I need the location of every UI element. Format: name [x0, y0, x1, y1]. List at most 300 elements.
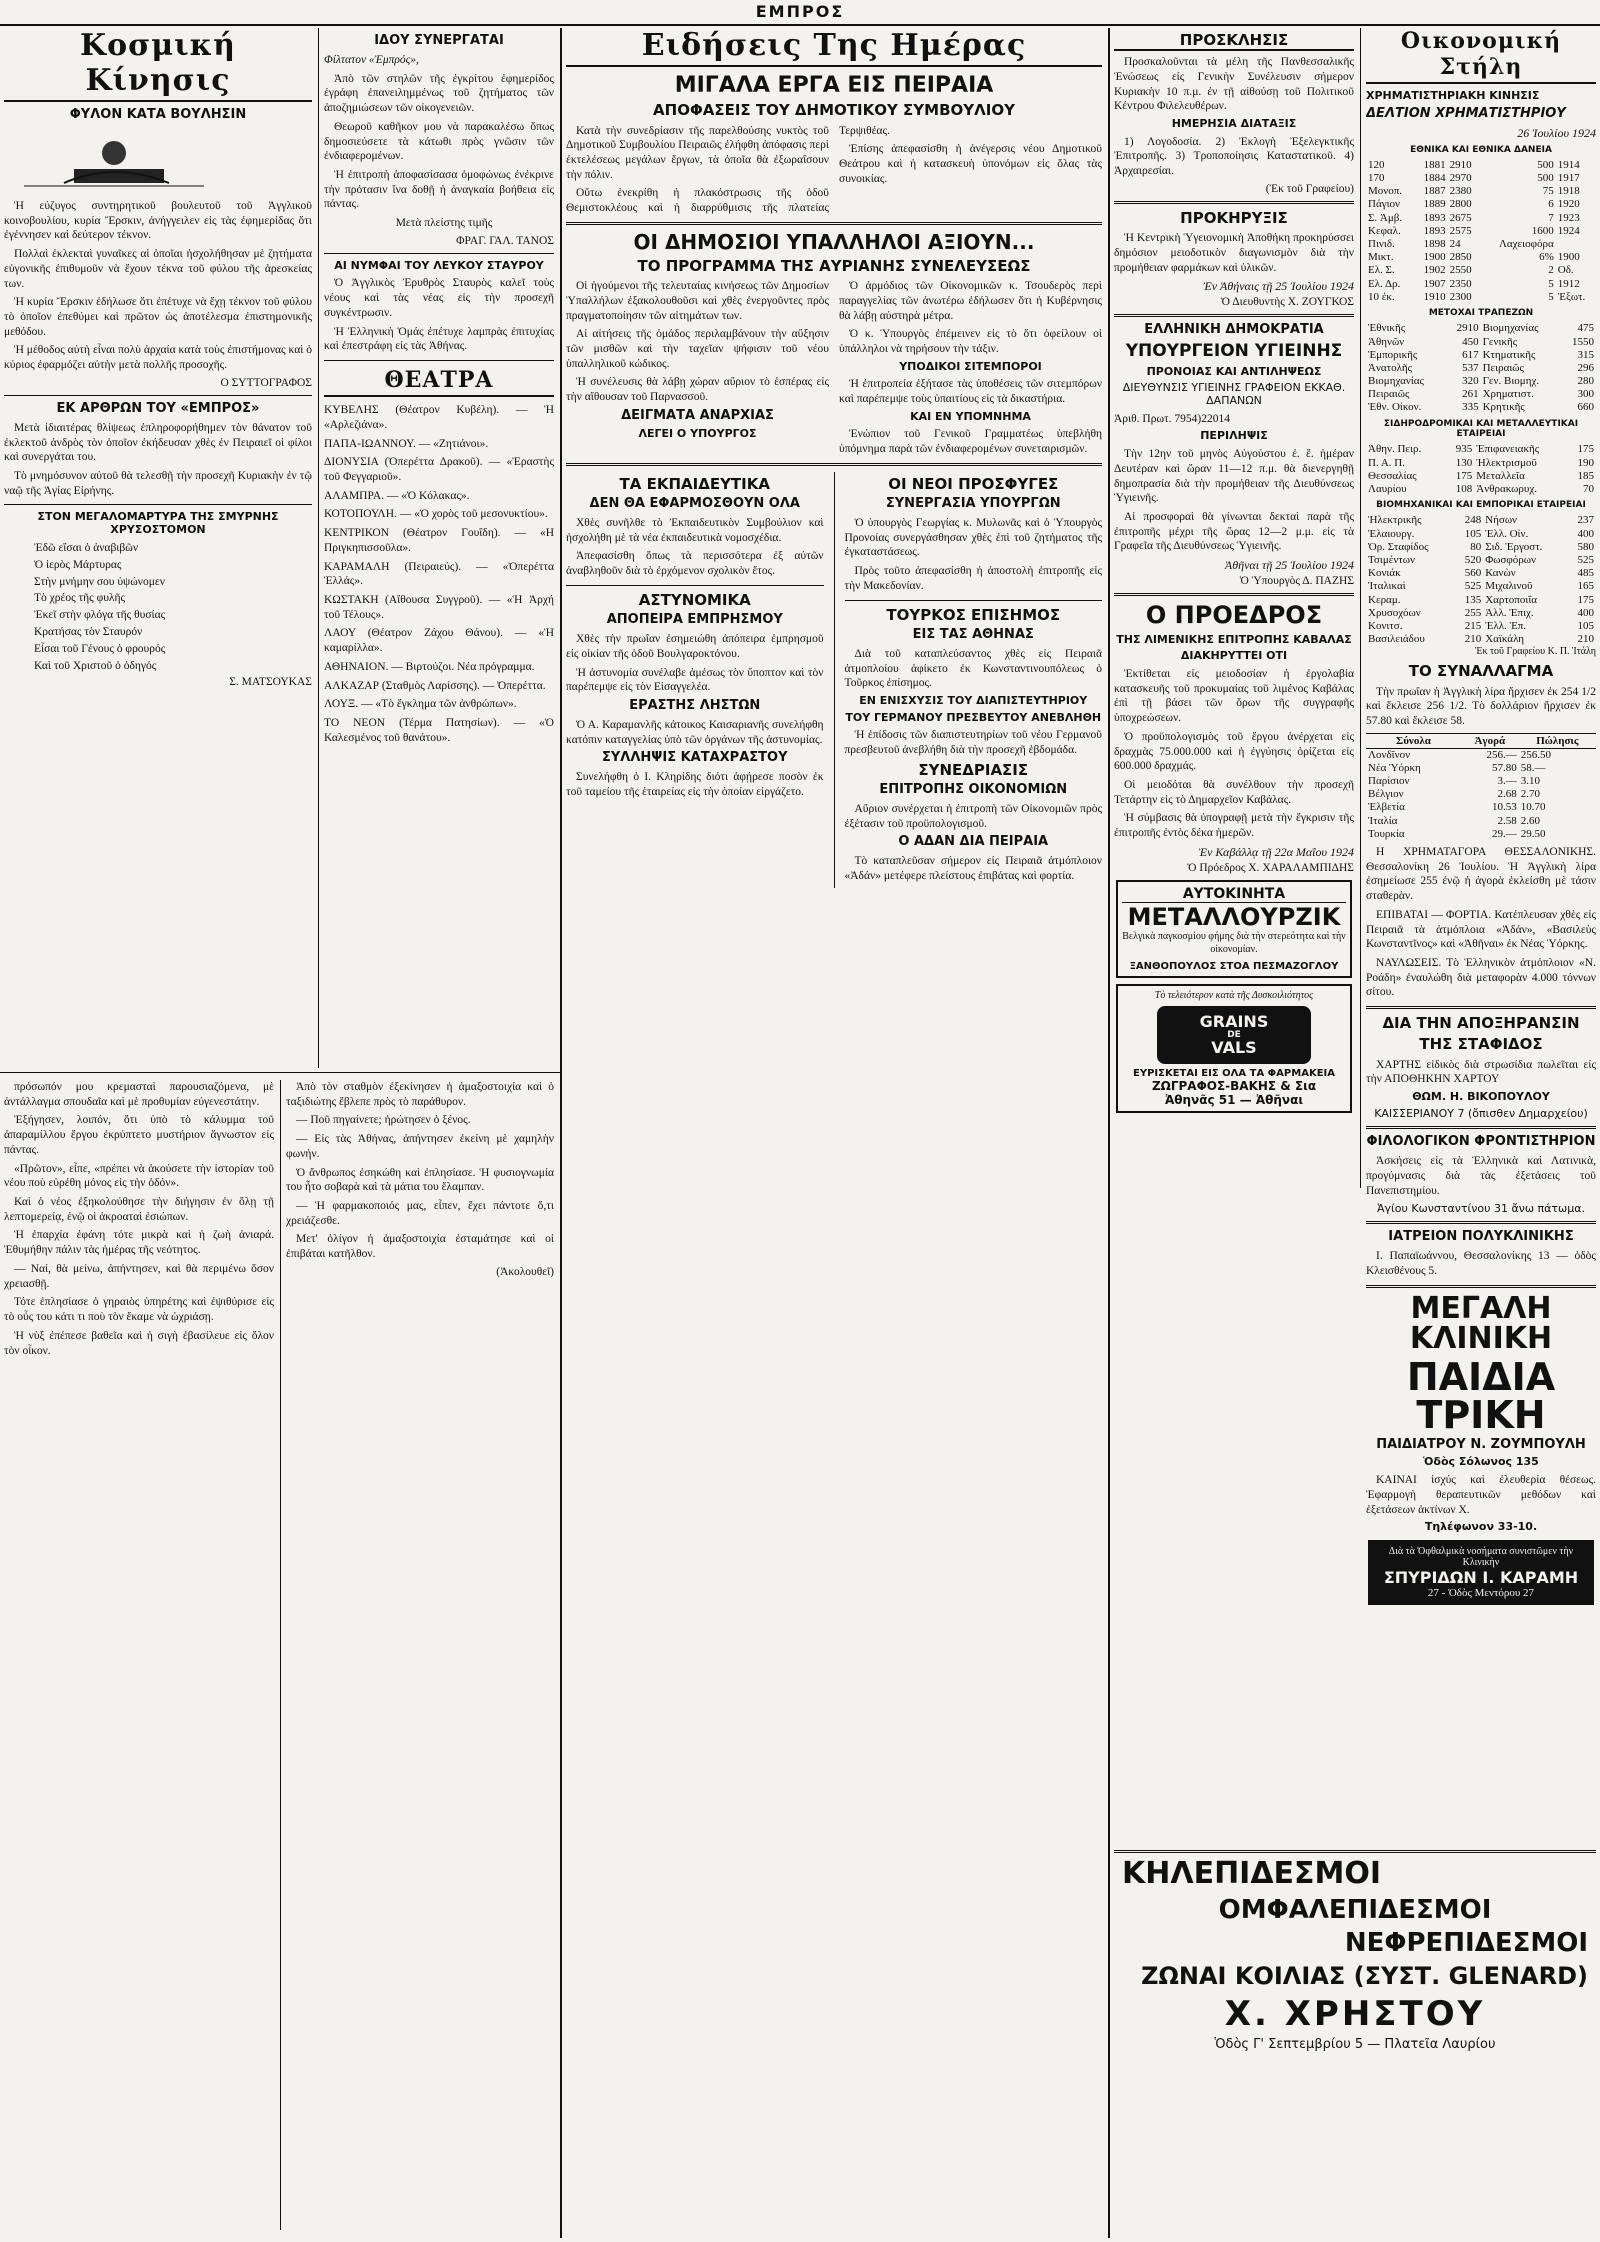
- ad-heading: ΚΗΛΕΠΙΔΕΣΜΟΙ: [1122, 1856, 1382, 1891]
- bank-shares-table: [1366, 322, 1596, 414]
- table-cell: Κεφαλ.: [1368, 224, 1401, 237]
- table-cell: 2575: [1449, 224, 1472, 237]
- article-subtitle: ΤΟΥ ΓΕΡΜΑΝΟΥ ΠΡΕΣΒΕΥΤΟΥ ΑΝΕΒΛΗΘΗ: [845, 710, 1102, 724]
- table-cell: 2910: [1449, 158, 1472, 171]
- poem-line: Κρατήσας τὸν Σταυρόν: [34, 626, 143, 639]
- theatre-listing: ΛΑΟΥ (Θέατρον Ζάχου Θάνου). — «Ἡ καμαρίλλα».: [324, 627, 554, 655]
- table-row: [1366, 554, 1596, 567]
- article-title: ΕΝ ΕΝΙΣΧΥΣΙΣ ΤΟΥ ΔΙΑΠΙΣΤΕΥΤΗΡΙΟΥ: [859, 693, 1088, 707]
- divider: [4, 504, 312, 505]
- theatre-listing: ΚΩΣΤΑΚΗ (Αἴθουσα Συγγροῦ). — «Ἡ Ἀρχή τοῦ Τέλους».: [324, 593, 554, 621]
- notice-paragraph: Προσκαλοῦνται τὰ μέλη τῆς Πανθεσσαλικῆς Ἑνώσεως εἰς Γενικὴν Συνέλευσιν σήμερον Κυριακὴν 10 π.μ. ἐν τῇ αἰθούσῃ τοῦ Πολιτικοῦ Κέντρου Φιλελευθέρων.: [1114, 56, 1354, 113]
- table-cell: 1600: [1531, 224, 1554, 237]
- article-body: [566, 279, 1102, 457]
- notice-title: ΠΡΟΚΗΡΥΞΙΣ: [1180, 208, 1288, 227]
- table-cell: 3.—: [1497, 775, 1517, 788]
- table-cell: Μονοπ.: [1368, 185, 1403, 198]
- ad-brand: ΜΕΤΑΛΛΟΥΡΖΙΚ: [1127, 902, 1341, 931]
- notice-subtitle: ΠΡΟΝΟΙΑΣ ΚΑΙ ΑΝΤΙΛΗΨΕΩΣ: [1146, 364, 1322, 378]
- table-row: [1366, 278, 1596, 291]
- table-cell: 57.80: [1491, 761, 1517, 774]
- table-cell: Πειραιῶς: [1482, 361, 1524, 374]
- table-cell: Κρητικῆς: [1482, 401, 1525, 414]
- finance-date: 26 Ἰουλίου 1924: [1517, 125, 1596, 140]
- table-cell: Βέλγιον: [1368, 788, 1404, 801]
- column-rule: [834, 472, 835, 888]
- table-cell: 256.—: [1486, 748, 1517, 761]
- table-cell: Ἀθην. Πειρ.: [1368, 443, 1422, 456]
- table-cell: Ἐπιφανειακῆς: [1476, 443, 1540, 456]
- table-cell: Σιδ. Ἐργοστ.: [1485, 540, 1543, 553]
- ad-text: Βελγικὰ παγκοσμίου φήμης διὰ τὴν στερεότητα καὶ τὴν οἰκονομίαν.: [1122, 930, 1346, 955]
- article-paragraph: Ἀπεφασίσθη ὅπως τὰ περισσότερα ἐξ αὐτῶν ἀναβληθοῦν διὰ τὸ ἐρχόμενον σχολικὸν ἔτος.: [566, 550, 824, 578]
- article-signature: ΦΡΑΓ. ΓΑΛ. ΤΑΝΟΣ: [456, 234, 554, 247]
- table-row: [1366, 514, 1596, 527]
- table-cell: 29.50: [1520, 827, 1546, 840]
- advertisement-grains-de-vals: [1116, 984, 1352, 1114]
- finance-paragraph: ΕΠΙΒΑΤΑΙ — ΦΟΡΤΙΑ. Κατέπλευσαν χθὲς εἰς Πειραιᾶ τὰ ἀτμόπλοια «Ἀδάν», «Βασιλεὺς Κωνσταντῖνος» καὶ «Ἀθῆναι» ἐκ Νέας Ὑόρκης.: [1366, 908, 1596, 951]
- railway-shares-table: [1366, 443, 1596, 496]
- finance-paragraph: Τὴν πρωΐαν ἡ Ἀγγλικὴ λίρα ἤρχισεν ἐκ 254 1/2 καὶ ἔκλεισε 256 1/2. Τὸ δολλάριον ἤρχισεν ἐκ 57.80 καὶ ἔκλεισε 58.: [1366, 685, 1596, 727]
- column-rule: [1108, 28, 1110, 2238]
- article-paragraph: Πρὸς τοῦτο ἀπεφασίσθη ἡ ἀποστολὴ ἐπιτροπῆς εἰς τὴν Μακεδονίαν.: [844, 565, 1102, 592]
- table-row: [1366, 388, 1596, 401]
- column-rule: [280, 1080, 281, 2230]
- ad-address: ΚΑΙΣΣΕΡΙΑΝΟΥ 7 (ὄπισθεν Δημαρχείου): [1374, 1106, 1588, 1120]
- divider: [1366, 1285, 1596, 1288]
- table-cell: 580: [1577, 540, 1594, 553]
- table-cell: Ἐλλ. Ἐπ.: [1485, 619, 1527, 632]
- table-cell: 1893: [1423, 224, 1446, 237]
- article-paragraph: Μετὰ πλείστης τιμῆς: [395, 217, 493, 230]
- table-row: [1366, 251, 1596, 264]
- notice-title: ΕΛΛΗΝΙΚΗ ΔΗΜΟΚΡΑΤΙΑ: [1144, 322, 1324, 338]
- notice-date: Ἐν Ἀθήναις τῇ 25 Ἰουλίου 1924: [1203, 279, 1354, 294]
- notice-signature: (Ἐκ τοῦ Γραφείου): [1265, 182, 1354, 195]
- article-title: ΑΙ ΝΥΜΦΑΙ ΤΟΥ ΛΕΥΚΟΥ ΣΤΑΥΡΟΥ: [334, 258, 544, 272]
- table-cell: Βασιλειάδου: [1368, 633, 1425, 646]
- column-rule: [560, 28, 562, 2238]
- section-title: ΘΕΑΤΡΑ: [324, 367, 554, 397]
- table-row: [1366, 264, 1596, 277]
- headline: ΑΣΤΥΝΟΜΙΚΑ: [638, 590, 751, 609]
- table-cell: 1918: [1557, 185, 1580, 198]
- table-title: ΕΘΝΙΚΑ ΚΑΙ ΕΘΝΙΚΑ ΔΑΝΕΙΑ: [1410, 144, 1552, 155]
- ad-heading: ΝΕΦΡΕΠΙΔΕΣΜΟΙ: [1344, 1928, 1588, 1959]
- table-cell: 560: [1464, 567, 1482, 580]
- notice-subtitle: ΤΗΣ ΛΙΜΕΝΙΚΗΣ ΕΠΙΤΡΟΠΗΣ ΚΑΒΑΛΑΣ: [1116, 632, 1352, 646]
- table-cell: 500: [1537, 158, 1554, 171]
- article-paragraph: Ὁ Α. Καραμανλῆς κάτοικος Καισαριανῆς συνελήφθη κατόπιν καταγγελίας ὑπὸ τῶν ὀργάνων τῆς ἀστυνομίας.: [566, 718, 824, 746]
- table-cell: 485: [1577, 567, 1594, 580]
- notice-subtitle: ΔΙΑΚΗΡΥΤΤΕΙ ΟΤΙ: [1180, 649, 1288, 663]
- masthead-rule: [0, 24, 1600, 26]
- table-cell: Ἐθν. Οἰκον.: [1368, 401, 1422, 414]
- table-cell: 1900: [1423, 251, 1446, 264]
- table-cell: 3.10: [1520, 775, 1540, 788]
- table-cell: Π. Α. Π.: [1368, 456, 1405, 469]
- article-paragraph: Ἡ συνέλευσις θὰ λάβῃ χώραν αὔριον τὸ ἑσπέρας εἰς τὴν αἴθουσαν τοῦ Παρνασσοῦ.: [566, 376, 829, 404]
- table-cell: Ἐλαιουργ.: [1368, 527, 1415, 540]
- table-cell: 660: [1577, 401, 1594, 414]
- finance-source: Ἐκ τοῦ Γραφείου Κ. Π. Ἰτάλη: [1474, 646, 1596, 658]
- table-cell: Ελ. Σ.: [1368, 264, 1395, 277]
- table-cell: 2910: [1456, 322, 1479, 335]
- article-signature: Ο ΣΥΤΤΟΓΡΑΦΟΣ: [220, 376, 312, 389]
- table-header: Σύνολα: [1366, 733, 1461, 748]
- serial-paragraph: πρόσωπόν μου κρεμασταὶ παρουσιαζόμενα, μὲ ἀντάλλαγμα σπουδαῖα καὶ μὲ προθυμίαν εὐγενεστάτην.: [4, 1081, 274, 1108]
- table-cell: Νέα Ὑόρκη: [1368, 761, 1421, 774]
- table-cell: 300: [1577, 388, 1594, 401]
- table-cell: 190: [1577, 456, 1594, 469]
- article-paragraph: Μετὰ ἰδιαιτέρας θλίψεως ἐπληροφορήθημεν τὸν θάνατον τοῦ ἐκλεκτοῦ ἀνδρὸς τὸν ὁποῖον ἐκήδευσαν χθὲς ἐν Πειραιεῖ οἱ φίλοι καὶ συνεργάται του.: [4, 421, 312, 464]
- table-cell: 80: [1470, 540, 1482, 553]
- table-cell: 70: [1583, 482, 1594, 495]
- table-row: [1366, 801, 1596, 814]
- column-serial-b: [286, 1080, 554, 2230]
- table-cell: 2.60: [1520, 814, 1540, 827]
- article-title: ΦΥΛΟΝ ΚΑΤΑ ΒΟΥΛΗΣΙΝ: [69, 107, 247, 122]
- notice-signature: Ὁ Πρόεδρος Χ. ΧΑΡΑΛΑΜΠΙΔΗΣ: [1187, 861, 1354, 874]
- notice-paragraph: Αἱ προσφοραὶ θὰ γίνωνται δεκταὶ παρὰ τῆς ἐπιτροπῆς μέχρι τῆς ὥρας 12—2 μ.μ. εἰς τὰ Γραφεῖα τῆς Διευθύνσεως Ὑγιεινῆς.: [1114, 510, 1354, 553]
- table-cell: 1920: [1557, 198, 1580, 211]
- divider: [1114, 201, 1354, 204]
- theatre-listing: ΔΙΟΝΥΣΙΑ (Ὀπερέττα Δρακοῦ). — «Ἐραστὴς τοῦ Φεγγαριοῦ».: [324, 456, 554, 483]
- article-title: ΕΚ ΑΡΘΡΩΝ ΤΟΥ «ΕΜΠΡΟΣ»: [56, 400, 260, 416]
- news-lower-grid: [566, 472, 1102, 888]
- table-row: [1366, 159, 1596, 172]
- article-paragraph: Ἡ ἐπιτροπεία ἐξήτασε τὰς ὑποθέσεις τῶν σιτεμπόρων καὶ παρέπεμψε τοὺς ὑπαιτίους εἰς τὰ δικαστήρια.: [839, 378, 1102, 406]
- table-cell: 1550: [1572, 335, 1594, 348]
- table-cell: Ἀνθρακωρυχ.: [1476, 482, 1537, 495]
- subheadline: ΤΟ ΠΡΟΓΡΑΜΜΑ ΤΗΣ ΑΥΡΙΑΝΗΣ ΣΥΝΕΛΕΥΣΕΩΣ: [637, 256, 1031, 275]
- article-paragraph: Ἡ ἐπίδοσις τῶν διαπιστευτηρίων τοῦ νέου Γερμανοῦ πρεσβευτοῦ ἀνεβλήθη διὰ τὴν προσεχῆ ἑβδομάδα.: [844, 729, 1102, 756]
- ad-dealer: ΣΠΥΡΙΔΩΝ Ι. ΚΑΡΑΜΗ: [1383, 1567, 1579, 1587]
- headline: ΟΙ ΔΗΜΟΣΙΟΙ ΥΠΑΛΛΗΛΟΙ ΑΞΙΟΥΝ...: [633, 229, 1035, 254]
- serial-paragraph: Ἐξήγησεν, λοιπόν, ὅτι ὑπὸ τὸ κάλυμμα τοῦ ἀπαραμίλλου ἔργου ἐκρύπτετο μυστήριον ἄγνωστον εἰς πάντας.: [4, 1114, 274, 1156]
- table-cell: Χρηματιστ.: [1482, 388, 1534, 401]
- theatre-listing: ΤΟ ΝΕΟΝ (Τέρμα Πατησίων). — «Ὁ Καλεσμένος τοῦ θανάτου».: [324, 717, 554, 744]
- table-title: ΒΙΟΜΗΧΑΝΙΚΑΙ ΚΑΙ ΕΜΠΟΡΙΚΑΙ ΕΤΑΙΡΕΙΑΙ: [1376, 500, 1586, 511]
- table-cell: Μικτ.: [1368, 251, 1394, 264]
- table-cell: Θεσσαλίας: [1368, 469, 1417, 482]
- table-row: [1366, 528, 1596, 541]
- table-cell: Ἑλλ. Οἰν.: [1485, 527, 1529, 540]
- table-cell: Ἠλεκτρισμοῦ: [1476, 456, 1537, 469]
- theatre-listing: ΑΛΑΜΠΡΑ. — «Ὁ Κόλακας».: [324, 489, 470, 502]
- table-cell: 29.—: [1491, 827, 1517, 840]
- table-row: [1366, 607, 1596, 620]
- article-title: ΣΤΟΝ ΜΕΓΑΛΟΜΑΡΤΥΡΑ ΤΗΣ ΣΜΥΡΝΗΣ ΧΡΥΣΟΣΤΟΜΟΝ: [37, 510, 279, 537]
- table-cell: 10 ἐκ.: [1368, 290, 1395, 303]
- theatre-listing: ΚΕΝΤΡΙΚΟΝ (Θέατρον Γουΐδη). — «Η Πριγκηπισσοῦλα».: [324, 527, 554, 554]
- table-cell: Βιομηχανίας: [1482, 322, 1539, 335]
- ad-dealer: ΞΑΝΘΟΠΟΥΛΟΣ ΣΤΟΑ ΠΕΣΜΑΖΟΓΛΟΥ: [1129, 960, 1339, 972]
- table-cell: 935: [1455, 443, 1473, 456]
- table-row: [1366, 336, 1596, 349]
- table-cell: 135: [1464, 593, 1482, 606]
- ad-heading: ΤΗΣ ΣΤΑΦΙΔΟΣ: [1419, 1035, 1543, 1054]
- article-paragraph: Αὔριον συνέρχεται ἡ ἐπιτροπὴ τῶν Οἰκονομιῶν πρὸς ἐξέτασιν τοῦ προϋπολογισμοῦ.: [844, 802, 1102, 830]
- table-title: ΜΕΤΟΧΑΙ ΤΡΑΠΕΖΩΝ: [1428, 307, 1534, 318]
- table-cell: 210: [1577, 633, 1594, 646]
- table-cell: 7: [1548, 211, 1554, 224]
- ad-address: Ἁγίου Κωνσταντίνου 31 ἄνω πάτωμα.: [1376, 1201, 1586, 1215]
- table-cell: Κανὼν: [1485, 567, 1516, 580]
- table-row: [1366, 322, 1596, 335]
- column-rule: [318, 28, 319, 1068]
- table-cell: 2850: [1449, 251, 1472, 264]
- advertisement-metallurgique: [1116, 880, 1352, 978]
- table-cell: Κτηματικῆς: [1482, 348, 1536, 361]
- table-cell: Ελ. Δρ.: [1368, 277, 1401, 290]
- article-paragraph: Ὁ ὑπουργὸς Γεωργίας κ. Μυλωνᾶς καὶ ὁ Ὑπουργὸς Προνοίας συνεργάσθησαν χθὲς ἐπὶ τοῦ ζητήματος τῆς ἐγκαταστάσεως.: [844, 517, 1102, 559]
- table-cell: [1556, 238, 1596, 251]
- table-row: [1366, 457, 1596, 470]
- table-cell: 105: [1577, 619, 1594, 632]
- table-cell: 2550: [1449, 264, 1472, 277]
- table-cell: Παρίσιον: [1368, 775, 1410, 788]
- ad-address: Ὁδὸς Γ' Σεπτεμβρίου 5 — Πλατεῖα Λαυρίου: [1214, 2036, 1496, 2052]
- theatre-listing: ΚΥΒΕΛΗΣ (Θέατρον Κυβέλη). — Ἡ «Αρλεζιάνα».: [324, 404, 554, 431]
- article-paragraph: Ἡ Ἑλληνικὴ Ὁμάς ἐπέτυχε λαμπρὰς ἐπιτυχίας καὶ ἐπεστράφη εἰς τὰς Ἀθήνας.: [324, 325, 554, 353]
- article-title: ΥΠΟΔΙΚΟΙ ΣΙΤΕΜΠΟΡΟΙ: [899, 359, 1042, 373]
- bonds-table: [1366, 159, 1596, 304]
- advertisement-bandages: [1114, 1850, 1596, 2241]
- table-row: [1366, 443, 1596, 456]
- table-row: [1366, 362, 1596, 375]
- ad-heading: ΜΕΓΑΛΗ ΚΛΙΝΙΚΗ: [1409, 1290, 1553, 1356]
- table-cell: Τουρκία: [1368, 827, 1405, 840]
- table-cell: 400: [1577, 527, 1594, 540]
- divider: [4, 395, 312, 396]
- subheadline: ΕΙΣ ΤΑΣ ΑΘΗΝΑΣ: [912, 626, 1034, 642]
- headline: ΜΙΓΑΛΑ ΕΡΓΑ ΕΙΣ ΠΕΙΡΑΙΑ: [674, 73, 994, 98]
- article-paragraph: Συνελήφθη ὁ Ι. Κληρίδης διότι ἀφῄρεσε ποσὸν ἐκ τοῦ ταμείου τῆς ἑταιρείας εἰς τὴν ὁποίαν εἰργάζετο.: [566, 771, 824, 799]
- table-cell: 1914: [1557, 158, 1580, 171]
- table-cell: 1900: [1557, 251, 1580, 264]
- column-letters-theatres: [324, 28, 554, 1068]
- table-cell: 537: [1462, 361, 1479, 374]
- article-paragraph: Ἐπίσης ἀπεφασίσθη ἡ ἀνέγερσις νέου Δημοτικοῦ Θεάτρου καὶ ἡ κατασκευὴ ὑπονόμων εἰς ὅλας τὰς συνοικίας.: [839, 143, 1102, 185]
- table-cell: 525: [1464, 580, 1482, 593]
- divider: [324, 253, 554, 254]
- article-paragraph: Ὁ ἀρμόδιος τῶν Οἰκονομικῶν κ. Τσουδερὸς περὶ παραγγελίας τῶν ἀνωτέρω ἐδήλωσεν ὅτι ἡ Κυβέρνησις θὰ λάβῃ αὐστηρὰ μέτρα.: [839, 280, 1102, 322]
- news-lower-left: [566, 472, 824, 888]
- table-row: [1366, 349, 1596, 362]
- logo-text: GRAINS: [1199, 1011, 1269, 1031]
- ad-heading: ΠΑΙΔΙΑ ΤΡΙΚΗ: [1406, 1354, 1556, 1437]
- table-row: [1366, 775, 1596, 788]
- table-cell: Χαϊκάλη: [1485, 633, 1525, 646]
- table-cell: 1898: [1423, 238, 1446, 251]
- finance-subtitle: ΔΕΛΤΙΟΝ ΧΡΗΜΑΤΙΣΤΗΡΙΟΥ: [1366, 105, 1566, 121]
- headline: ΤΟΥΡΚΟΣ ΕΠΙΣΗΜΟΣ: [886, 605, 1061, 624]
- article-paragraph: Ὁ Ἀγγλικὸς Ἐρυθρὸς Σταυρὸς καλεῖ τοὺς νέους καὶ τὰς νέας εἰς τὴν προσεχῆ συγκέντρωσιν.: [324, 277, 554, 319]
- article-title: ΚΑΙ ΕΝ ΥΠΟΜΝΗΜΑ: [910, 409, 1031, 423]
- table-cell: Ἰταλικαὶ: [1368, 580, 1406, 593]
- notice-date: Ἐν Καβάλλᾳ τῇ 22α Μαΐου 1924: [1198, 844, 1354, 859]
- table-cell: 1902: [1423, 264, 1446, 277]
- grains-de-vals-logo-icon: [1157, 1006, 1311, 1064]
- table-cell: Γεν. Βιομηχ.: [1482, 375, 1540, 388]
- table-cell: 215: [1464, 619, 1482, 632]
- ad-dealer: Χ. ΧΡΗΣΤΟΥ: [1224, 1993, 1486, 2034]
- article-paragraph: Χθὲς συνῆλθε τὸ Ἐκπαιδευτικὸν Συμβούλιον καὶ ἠσχολήθη μὲ τὰ νέα ἐκπαιδευτικὰ νομοσχέδια.: [566, 517, 824, 544]
- table-cell: Λαυρίου: [1368, 482, 1407, 495]
- column-kosmiki: [4, 28, 312, 1068]
- article-paragraph: Ἡ κυρία Ἔρσκιν ἐδήλωσε ὅτι ἐπέτυχε νὰ ἔχῃ τέκνον τοῦ φύλου τὸ ὁποῖον ἐπεθύμει καὶ πρῶτον ὡς ἀποτέλεσμα ἐπιστημονικῆς μεθόδου.: [4, 296, 312, 338]
- table-cell: 315: [1577, 348, 1594, 361]
- ad-address: Ἀθηνᾶς 51 — Ἀθῆναι: [1164, 1093, 1303, 1108]
- table-cell: 24: [1449, 238, 1461, 251]
- table-cell: 175: [1455, 469, 1473, 482]
- serial-paragraph: Ὁ ἄνθρωπος ἐσηκώθη καὶ ἐπλησίασε. Ἡ φυσιογνωμία του ἦτο σοβαρὰ καὶ τὰ μάτια του ἔλαμπαν.: [286, 1166, 554, 1194]
- serial-continued: (Ἀκολουθεῖ): [496, 1265, 554, 1278]
- article-paragraph: Ἡ ἀστυνομία συνέλαβε ἀμέσως τὸν ὕποπτον καὶ τὸν παρέπεμψε εἰς τὸν Εἰσαγγελέα.: [566, 666, 824, 694]
- article-subtitle: ΛΕΓΕΙ Ο ΥΠΟΥΡΓΟΣ: [638, 426, 757, 440]
- news-lower-right: [845, 472, 1103, 888]
- column-serial-a: [4, 1080, 274, 2230]
- article-paragraph: Οἱ ἡγούμενοι τῆς τελευταίας κινήσεως τῶν Δημοσίων Ὑπαλλήλων ἐξακολουθοῦσι καὶ χθὲς ἐνεργοῦντες πρὸς πραγματοποίησιν τῶν αἰτημάτων των.: [566, 280, 829, 322]
- article-paragraph: Τὸ καταπλεῦσαν σήμερον εἰς Πειραιᾶ ἀτμόπλοιον «Ἀδάν» μετέφερε πλείστους ἐπιβάτας καὶ φορτία.: [844, 855, 1102, 882]
- theatre-listing: ΚΟΤΟΠΟΥΛΗ. — «Ὁ χορὸς τοῦ μεσονυκτίου».: [324, 508, 548, 521]
- serial-paragraph: Ἀπὸ τὸν σταθμὸν ἐξεκίνησεν ἡ ἁμαξοστοιχία καὶ ὁ ταξιδιώτης ἔβλεπε πρὸς τὸ παράθυρον.: [286, 1081, 554, 1108]
- notice-paragraph: Ἡ σύμβασις θὰ ὑπογραφῇ μετὰ τὴν ἔγκρισιν τῆς ἐπιτροπῆς ἐντὸς δέκα ἡμερῶν.: [1114, 812, 1354, 840]
- serial-paragraph: Τότε ἐπλησίασε ὁ γηραιὸς ὑπηρέτης καὶ ἐψιθύρισε εἰς τὸ οὖς του κάτι τι ποὺ τὸν ἔκαμε νὰ ὠχριάσῃ.: [4, 1296, 274, 1324]
- ad-text: ΧΑΡΤΗΣ εἰδικὸς διὰ στρωσίδια πωλεῖται εἰς τὴν ΑΠΟΘΗΚΗΝ ΧΑΡΤΟΥ: [1366, 1058, 1596, 1086]
- table-cell: 6%: [1539, 251, 1554, 264]
- poem-signature: Σ. ΜΑΤΣΟΥΚΑΣ: [229, 676, 312, 689]
- ad-heading: ΔΙΑ ΤΗΝ ΑΠΟΞΗΡΑΝΣΙΝ: [1382, 1014, 1580, 1033]
- column-rule: [1360, 28, 1361, 1188]
- notice-reference: Ἀριθ. Πρωτ. 7954)22014: [1114, 412, 1230, 425]
- theatre-listing: ΛΟΥΞ. — «Τὸ ἔγκλημα τῶν ἀνθρώπων».: [324, 698, 517, 711]
- table-cell: Ἀλλ. Ἐπιχ.: [1485, 606, 1534, 619]
- table-cell: 2380: [1449, 185, 1472, 198]
- notice-title: ΠΡΟΣΚΛΗΣΙΣ: [1114, 32, 1354, 51]
- table-cell: 1884: [1423, 172, 1446, 185]
- table-row: [1366, 541, 1596, 554]
- serial-paragraph: Μετ' ὀλίγον ἡ ἁμαξοστοιχία ἐσταμάτησε καὶ οἱ ἐπιβάται κατῆλθον.: [286, 1233, 554, 1261]
- poem-line: Τὸ χρέος τῆς φυλῆς: [34, 592, 126, 605]
- article-paragraph: Αἱ αἰτήσεις τῆς ὁμάδος περιλαμβάνουν τὴν αὔξησιν τῶν μισθῶν καὶ τὴν ταχεῖαν ψήφισιν τοῦ νέου ὑπαλληλικοῦ κώδικος.: [566, 328, 829, 370]
- table-row: [1366, 483, 1596, 496]
- logo-text: VALS: [1211, 1038, 1257, 1058]
- serial-paragraph: Καὶ ὁ νέος ἐξηκολούθησε τὴν διήγησιν ἐν ὅλῃ τῇ λεπτομερείᾳ, ἐνῷ οἱ ἀκροαταὶ ἐσιώπων.: [4, 1196, 274, 1223]
- divider: [845, 600, 1103, 601]
- table-cell: 1887: [1423, 185, 1446, 198]
- poem-line: Στὴν μνήμην σου ὑψώνομεν: [34, 575, 165, 588]
- notice-title: Ο ΠΡΟΕΔΡΟΣ: [1145, 601, 1323, 630]
- table-cell: Ἀθηνῶν: [1368, 335, 1405, 348]
- table-cell: Λονδῖνον: [1368, 748, 1411, 761]
- divider: [566, 585, 824, 586]
- ad-address: Ὁδὸς Σόλωνος 135: [1423, 1455, 1539, 1469]
- article-paragraph: Κατὰ τὴν συνεδρίασιν τῆς παρελθούσης νυκτὸς τοῦ Δημοτικοῦ Συμβουλίου Πειραιῶς ἐλήφθη ἀπόφασις περὶ ἐκτελέσεως μεγάλων ἔργων, τὰ ὁποῖα θὰ ἐξωραΐσουν τὴν πόλιν.: [566, 124, 829, 181]
- article-title: ΣΥΛΛΗΨΙΣ ΚΑΤΑΧΡΑΣΤΟΥ: [602, 750, 788, 766]
- table-row: [1366, 470, 1596, 483]
- poem-line: Ἐδῶ εἴσαι ὁ ἀναβιβῶν: [34, 541, 139, 554]
- table-cell: 1924: [1557, 224, 1580, 237]
- table-cell: 1912: [1557, 277, 1580, 290]
- table-cell: 165: [1577, 580, 1594, 593]
- table-cell: 2: [1548, 264, 1554, 277]
- notice-subtitle: ΗΜΕΡΗΣΙΑ ΔΙΑΤΑΞΙΣ: [1171, 117, 1297, 131]
- table-header: Ἀγορά: [1461, 733, 1519, 748]
- poem-line: Καὶ τοῦ Χριστοῦ ὁ ὁδηγός: [34, 660, 157, 673]
- table-cell: 2.68: [1497, 788, 1517, 801]
- table-cell: 58.—: [1520, 761, 1546, 774]
- article-salutation: Φίλτατον «Ἐμπρός»,: [324, 53, 419, 66]
- table-cell: 2350: [1449, 277, 1472, 290]
- article-title: ΕΡΑΣΤΗΣ ΛΗΣΤΩΝ: [629, 697, 761, 713]
- divider: [1114, 593, 1354, 596]
- table-cell: 1923: [1557, 211, 1580, 224]
- table-cell: Κονιτσ.: [1368, 619, 1403, 632]
- table-cell: 500: [1537, 172, 1554, 185]
- table-cell: 296: [1577, 361, 1594, 374]
- exchange-rates-table: [1366, 733, 1596, 841]
- ad-text: ΕΥΡΙΣΚΕΤΑΙ ΕΙΣ ΟΛΑ ΤΑ ΦΑΡΜΑΚΕΙΑ: [1133, 1068, 1335, 1080]
- divider: [1366, 1126, 1596, 1129]
- section-title: Ειδήσεις Της Ημέρας: [566, 28, 1102, 67]
- table-cell: Τσιμέντων: [1368, 553, 1415, 566]
- article-paragraph: Ἐνώπιον τοῦ Γενικοῦ Γραμματέως ὑπεβλήθη ὑπόμνημα παρὰ τῶν ἐνδιαφερομένων συνεταιρισμῶν.: [839, 428, 1102, 456]
- ad-address: 27 - Ὁδὸς Μεντόρου 27: [1427, 1586, 1535, 1599]
- divider: [566, 463, 1102, 466]
- ad-phone: Τηλέφωνον 33-10.: [1424, 1520, 1538, 1534]
- article-title: Ο ΑΔΑΝ ΔΙΑ ΠΕΙΡΑΙΑ: [898, 834, 1049, 850]
- divider: [566, 222, 1102, 225]
- headline: ΟΙ ΝΕΟΙ ΠΡΟΣΦΥΓΕΣ: [888, 474, 1059, 493]
- table-header: Πώλησις: [1519, 733, 1596, 748]
- table-row: [1366, 633, 1596, 646]
- notice-title: ΥΠΟΥΡΓΕΙΟΝ ΥΓΙΕΙΝΗΣ: [1125, 341, 1343, 362]
- article-title: ΙΔΟΥ ΣΥΝΕΡΓΑΤΑΙ: [374, 33, 504, 48]
- table-cell: Πειραιῶς: [1368, 388, 1410, 401]
- table-cell: Ἑλβετία: [1368, 801, 1405, 814]
- table-cell: Ἀνατολῆς: [1368, 361, 1413, 374]
- ad-heading: ΙΑΤΡΕΙΟΝ ΠΟΛΥΚΛΙΝΙΚΗΣ: [1388, 1229, 1574, 1245]
- divider: [1366, 1006, 1596, 1009]
- table-cell: Πάγιον: [1368, 198, 1401, 211]
- table-cell: 1907: [1423, 277, 1446, 290]
- table-row: [1366, 580, 1596, 593]
- table-cell: 2.70: [1520, 788, 1540, 801]
- notice-date: Ἀθῆναι τῇ 25 Ἰουλίου 1924: [1224, 558, 1354, 573]
- table-cell: 237: [1577, 514, 1594, 527]
- finance-subtitle: ΧΡΗΜΑΤΙΣΤΗΡΙΑΚΗ ΚΙΝΗΣΙΣ: [1366, 89, 1540, 102]
- ad-text: Διὰ τὰ Ὀφθαλμικὰ νοσήματα συνιστῶμεν τὴν Κλινικὴν: [1388, 1545, 1574, 1568]
- table-cell: 210: [1464, 633, 1482, 646]
- table-cell: 105: [1464, 527, 1482, 540]
- article-paragraph: Ὁ κ. Ὑπουργὸς ἐπέμεινεν εἰς τὸ ὅτι ὀφείλουν οἱ ὑπάλληλοι νὰ τηρήσουν τὴν τάξιν.: [839, 328, 1102, 355]
- table-cell: Πινιδ.: [1368, 238, 1395, 251]
- theatre-listing: ΚΑΡΑΜΑΛΗ (Πειραιεύς). — «Ὀπερέττα Ἑλλάς».: [324, 560, 554, 588]
- table-cell: 261: [1462, 388, 1479, 401]
- article-paragraph: Πολλαὶ ἐκλεκταὶ γυναῖκες αἱ ὁποῖαι ἠσχολήθησαν μὲ ζητήματα εὐγονικῆς ἐπιθυμοῦν νὰ ἔχουν τέκνα τοῦ φύλου τῆς ἀρεσκείας των.: [4, 248, 312, 290]
- table-cell: Χαρτοποιΐα: [1485, 593, 1538, 606]
- poem-line: Εἶσαι τοῦ Γένους ὁ φρουρός: [34, 643, 166, 656]
- table-cell: 525: [1577, 553, 1594, 566]
- theatre-listing: ΑΛΚΑΖΑΡ (Σταθμὸς Λαρίσσης). — Ὀπερέττα.: [324, 679, 546, 692]
- table-cell: Γενικῆς: [1482, 335, 1518, 348]
- table-cell: 75: [1542, 185, 1554, 198]
- table-cell: 6: [1548, 198, 1554, 211]
- notice-paragraph: Τὴν 12ην τοῦ μηνὸς Αὐγούστου ἐ. ἔ. ἡμέραν Δευτέραν καὶ ὥραν 11—12 π.μ. θὰ διενεργηθῇ δημοπρασία διὰ τὴν προμήθειαν τῆς Διευθύνσεως Ὑγιεινῆς.: [1114, 448, 1354, 505]
- table-row: [1366, 212, 1596, 225]
